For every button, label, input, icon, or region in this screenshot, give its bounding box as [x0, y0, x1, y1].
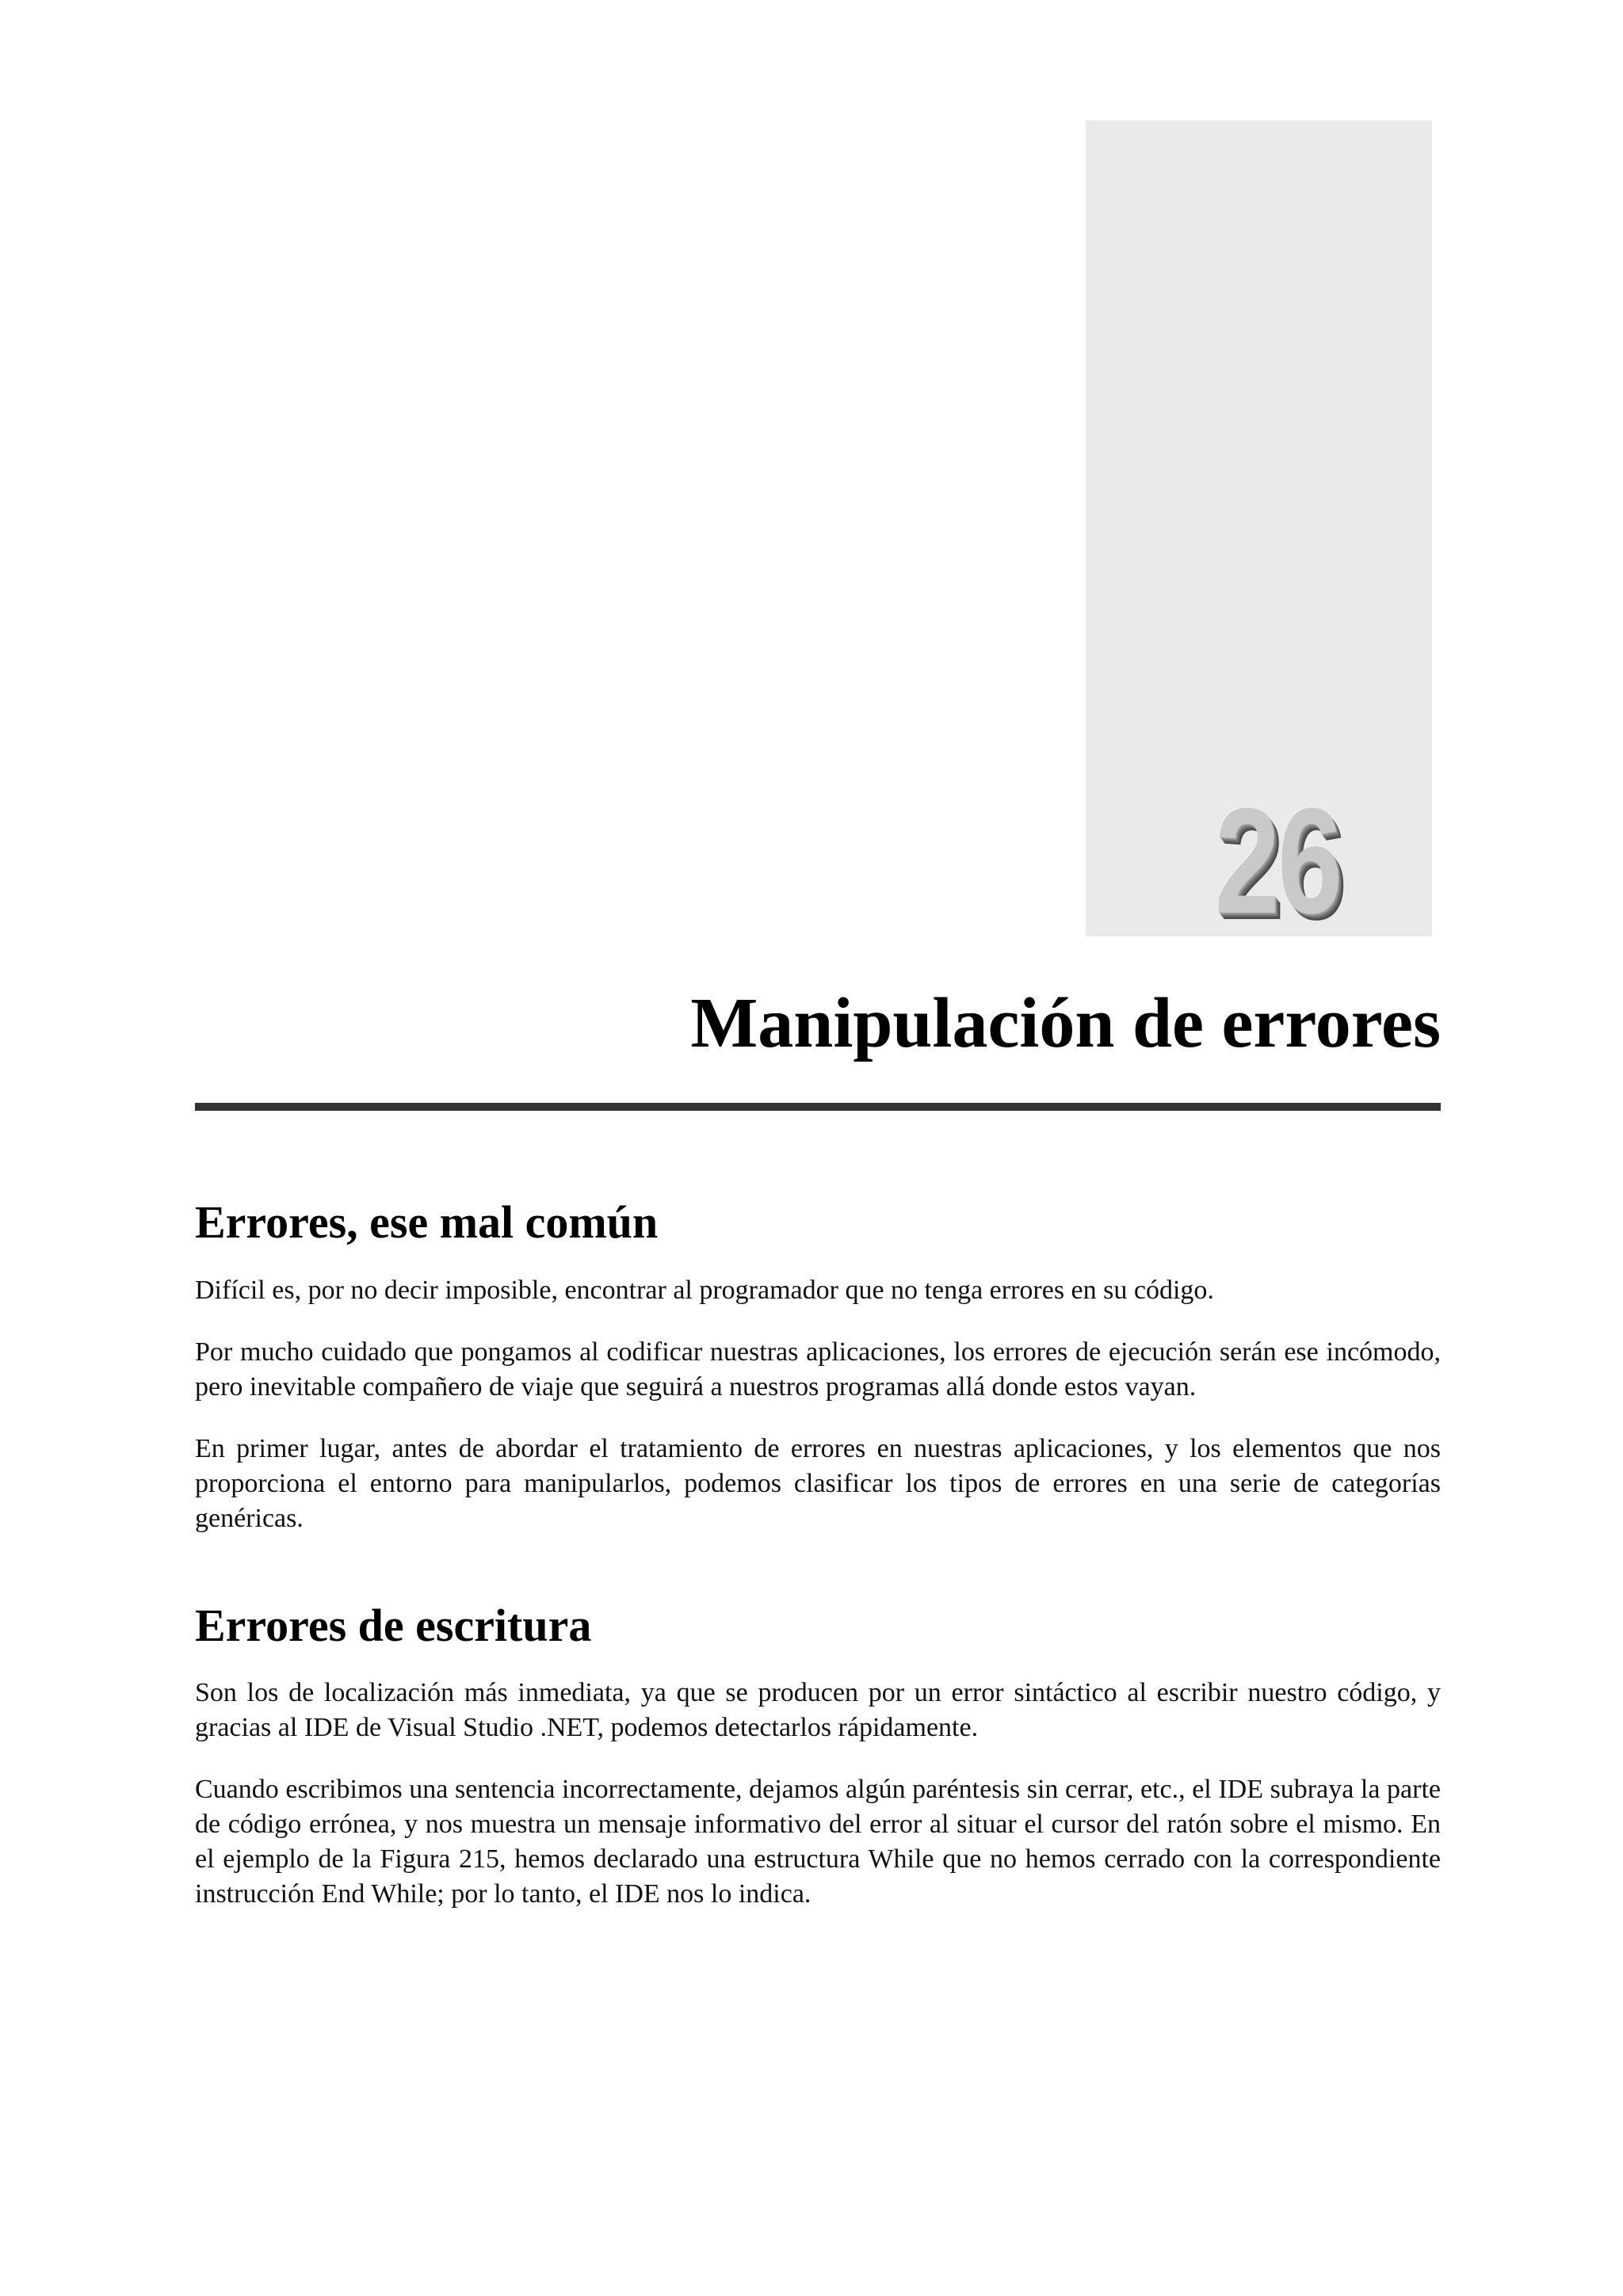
section-heading-errores-mal-comun: Errores, ese mal común	[195, 1196, 659, 1248]
chapter-number-panel	[1086, 120, 1432, 945]
paragraph: Por mucho cuidado que pongamos al codificar nuestras aplicaciones, los errores de ejecución serán ese incómodo, pero inevitable compañero de viaje que seguirá a nuestros programas allá donde estos vayan.	[195, 1337, 1441, 1402]
paragraph: En primer lugar, antes de abordar el tratamiento de errores en nuestras aplicaciones, y los elementos que nos proporciona el entorno para manipularlos, podemos clasificar los tipos de errores en una serie de categorías genéricas.	[195, 1433, 1441, 1533]
paragraph: Cuando escribimos una sentencia incorrectamente, dejamos algún paréntesis sin cerrar, etc., el IDE subraya la parte de código errónea, y nos muestra un mensaje informativo del error al situar el cursor del ratón sobre el mismo. En el ejemplo de la Figura 215, hemos declarado una estructura While que no hemos cerrado con la correspondiente instrucción End While; por lo tanto, el IDE nos lo indica.	[195, 1775, 1441, 1909]
paragraph: Son los de localización más inmediata, ya que se producen por un error sintáctico al escribir nuestro código, y gracias al IDE de Visual Studio .NET, podemos detectarlos rápidamente.	[195, 1678, 1441, 1743]
paragraph: Difícil es, por no decir imposible, encontrar al programador que no tenga errores en su código.	[195, 1275, 1214, 1305]
page-body	[195, 1196, 1441, 1939]
title-divider	[195, 1103, 1441, 1111]
chapter-number: 26	[1214, 777, 1341, 945]
chapter-title: Manipulación de errores	[690, 984, 1441, 1062]
section-heading-errores-escritura: Errores de escritura	[195, 1599, 592, 1651]
